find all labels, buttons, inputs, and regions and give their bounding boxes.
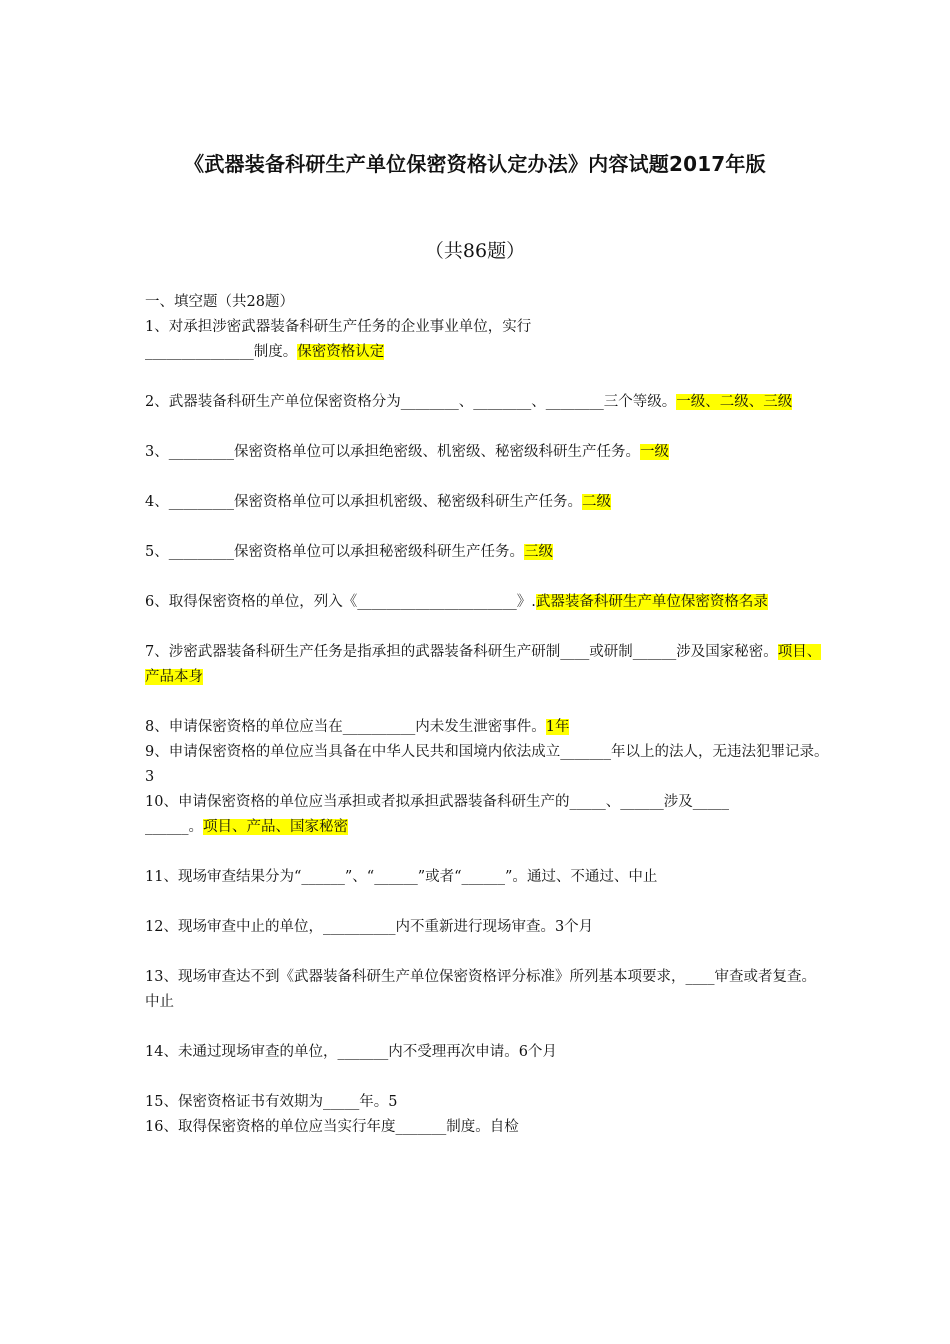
question-6: [145, 590, 830, 615]
question-text: 8、申请保密资格的单位应当在__________内未发生泄密事件。: [145, 719, 546, 735]
question-text: 16、取得保密资格的单位应当实行年度_______制度。: [145, 1119, 490, 1135]
question-text: _______________制度。: [145, 344, 298, 360]
question-4: [145, 490, 830, 515]
answer-text: 3个月: [554, 919, 594, 935]
question-9: [145, 740, 830, 790]
document-title: 《武器装备科研生产单位保密资格认定办法》内容试题2017年版: [184, 152, 766, 176]
question-text: 6、取得保密资格的单位，列入《______________________》.: [145, 594, 536, 610]
question-text: 12、现场审查中止的单位，__________内不重新进行现场审查。: [145, 919, 555, 935]
question-12: [145, 915, 830, 940]
answer-highlight: 武器装备科研生产单位保密资格名录: [535, 594, 768, 610]
answer-highlight: 项目、产品本身: [145, 644, 822, 685]
answer-text: 5: [388, 1094, 398, 1110]
answer-highlight: 二级: [581, 494, 611, 510]
question-text: 7、涉密武器装备科研生产任务是指承担的武器装备科研生产研制____或研制______涉及国家秘密。: [145, 644, 778, 660]
question-text: 11、现场审查结果分为“______”、“______”或者“______”。: [145, 869, 527, 885]
question-3: [145, 440, 830, 465]
question-text: 13、现场审查达不到《武器装备科研生产单位保密资格评分标准》所列基本项要求，____审查或者复查。: [145, 969, 816, 985]
answer-highlight: 三级: [523, 544, 553, 560]
question-text: 9、申请保密资格的单位应当具备在中华人民共和国境内依法成立_______年以上的法人，无违法犯罪记录。: [145, 744, 829, 760]
question-8: [145, 715, 830, 740]
question-16: [145, 1115, 830, 1140]
answer-highlight: 项目、产品、国家秘密: [203, 819, 348, 835]
question-2: [145, 390, 830, 415]
question-text: 2、武器装备科研生产单位保密资格分为________、________、________三个等级。: [145, 394, 677, 410]
question-text: ______。: [145, 819, 203, 835]
document-subtitle: （共86题）: [424, 240, 526, 262]
question-text: 5、_________保密资格单位可以承担秘密级科研生产任务。: [145, 544, 524, 560]
question-10: [145, 790, 830, 840]
question-1: [145, 315, 830, 365]
question-15: [145, 1090, 830, 1115]
answer-text: 自检: [489, 1119, 519, 1135]
question-text: 3、_________保密资格单位可以承担绝密级、机密级、秘密级科研生产任务。: [145, 444, 640, 460]
question-7: [145, 640, 830, 690]
answer-highlight: 一级: [639, 444, 669, 460]
question-text: 15、保密资格证书有效期为_____年。: [145, 1094, 389, 1110]
question-13: [145, 965, 830, 1015]
answer-highlight: 一级、二级、三级: [676, 394, 793, 410]
question-11: [145, 865, 830, 890]
answer-text: 通过、不通过、中止: [526, 869, 658, 885]
question-text: 1、对承担涉密武器装备科研生产任务的企业事业单位，实行: [145, 319, 532, 335]
answer-text: 3: [145, 769, 155, 785]
answer-highlight: 1年: [545, 719, 570, 735]
question-text: 10、申请保密资格的单位应当承担或者拟承担武器装备科研生产的_____、______涉及_____: [145, 794, 729, 810]
answer-text: 6个月: [518, 1044, 557, 1060]
document-body: [145, 290, 830, 1140]
answer-text: 中止: [145, 994, 174, 1010]
question-text: 14、未通过现场审查的单位，_______内不受理再次申请。: [145, 1044, 519, 1060]
question-5: [145, 540, 830, 565]
question-14: [145, 1040, 830, 1065]
answer-highlight: 保密资格认定: [297, 344, 385, 360]
question-text: 4、_________保密资格单位可以承担机密级、秘密级科研生产任务。: [145, 494, 582, 510]
section-heading: 一、填空题（共28题）: [145, 294, 294, 310]
